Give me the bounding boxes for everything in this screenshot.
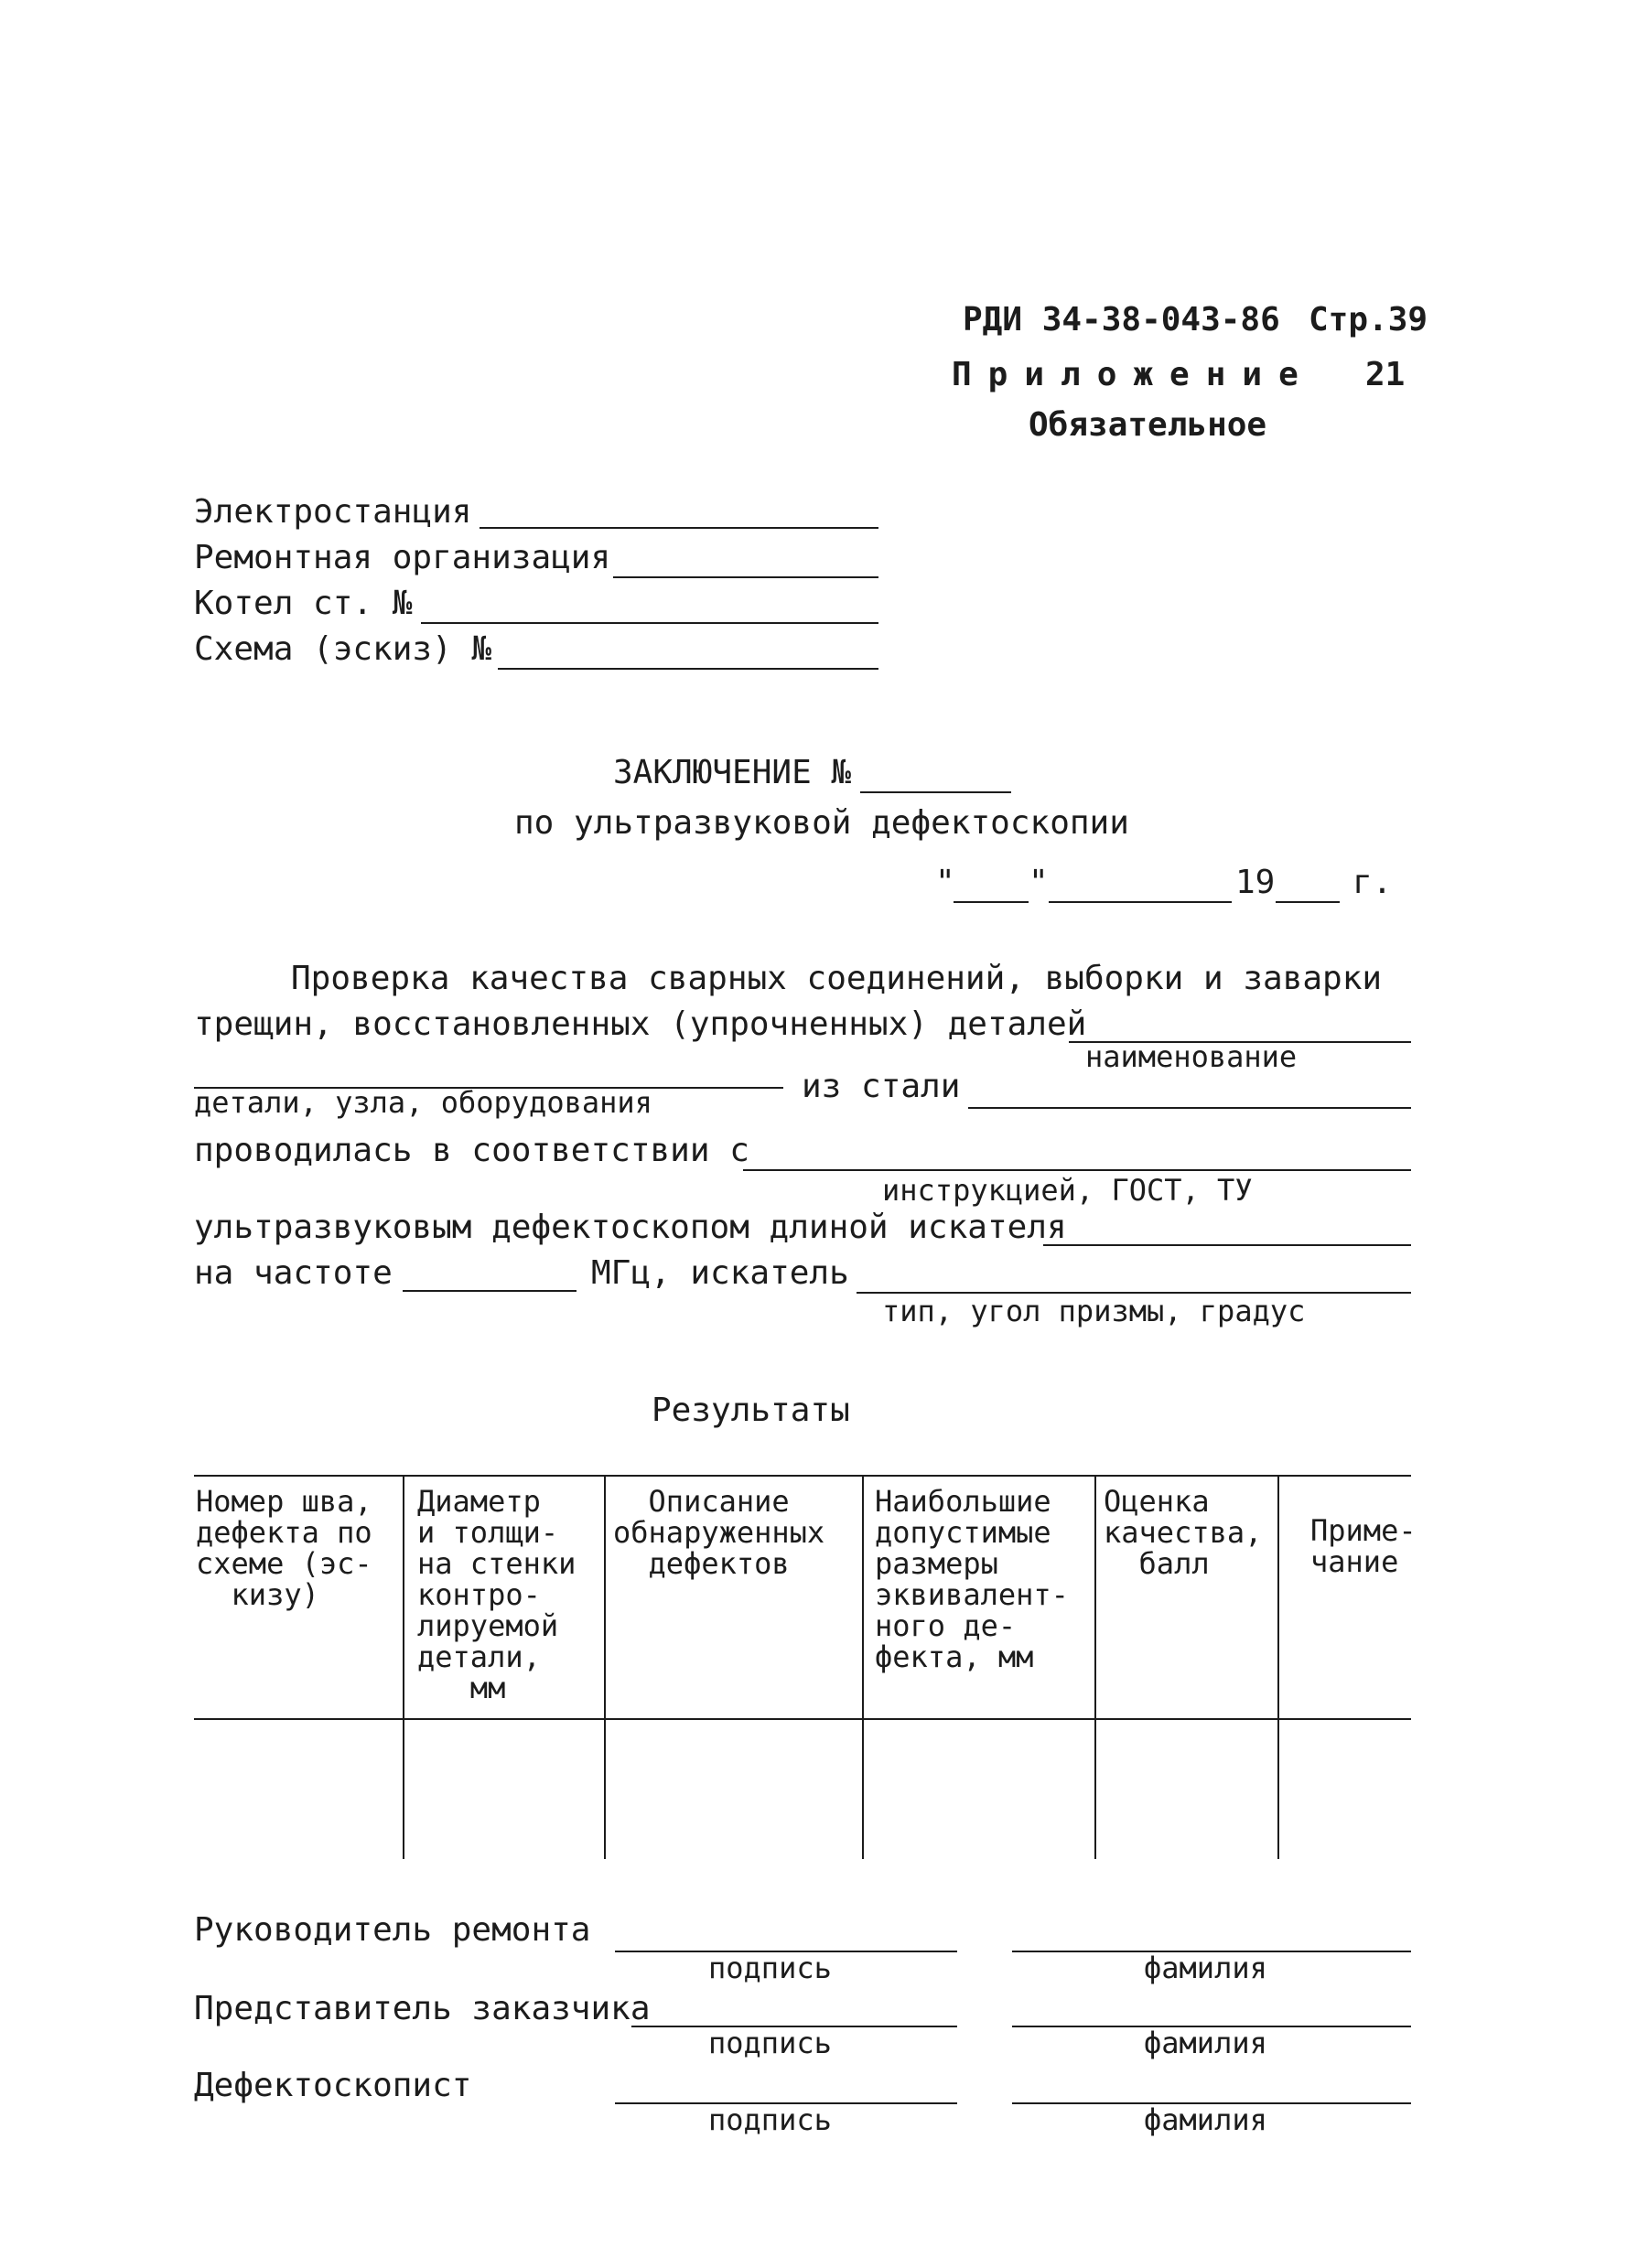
signature-role-3: Дефектоскопист: [194, 2067, 472, 2104]
table-col-divider-1: [403, 1475, 404, 1859]
table-col-divider-5: [1277, 1475, 1279, 1859]
date-year-suffix: г.: [1352, 864, 1393, 901]
table-header-max-size: Наибольшие допустимые размеры эквивалент- ного де- фекта, мм: [875, 1484, 1069, 1674]
signature-sign-caption-1: подпись: [708, 1951, 832, 1985]
part-detail-caption: детали, узла, оборудования: [194, 1085, 652, 1120]
conclusion-subtitle: по ультразвуковой дефектоскопии: [514, 804, 1129, 842]
signature-sign-caption-2: подпись: [708, 2026, 832, 2060]
table-header-description: Описание обнаруженных дефектов: [613, 1484, 825, 1581]
steel-field[interactable]: [968, 1107, 1411, 1109]
repair-org-label: Ремонтная организация: [194, 539, 611, 576]
body-line-1: Проверка качества сварных соединений, выборки и заварки: [291, 960, 1383, 997]
appendix-status: Обязательное: [1029, 406, 1267, 444]
steel-label: из стали: [802, 1068, 961, 1105]
scheme-field[interactable]: [498, 668, 878, 670]
appendix-number: 21: [1365, 356, 1406, 393]
frequency-label: на частоте: [194, 1254, 393, 1292]
frequency-field[interactable]: [403, 1290, 577, 1292]
page-number: Стр.39: [1309, 301, 1428, 339]
body-line-2: трещин, восстановленных (упрочненных) деталей: [194, 1005, 1087, 1043]
date-year-prefix: 19: [1235, 864, 1276, 901]
power-station-label: Электростанция: [194, 493, 472, 531]
boiler-label: Котел ст. №: [194, 585, 413, 622]
signature-role-2: Представитель заказчика: [194, 1990, 651, 2027]
probe-label: МГц, искатель: [591, 1254, 849, 1292]
body-line-5: ультразвуковым дефектоскопом длиной искателя: [194, 1209, 1067, 1246]
table-header-rating: Оценка качества, балл: [1104, 1484, 1263, 1581]
instruction-field[interactable]: [743, 1169, 1411, 1171]
table-header-note: Приме- чание: [1310, 1513, 1417, 1579]
date-month-field[interactable]: [1049, 901, 1232, 903]
scheme-label: Схема (эскиз) №: [194, 630, 492, 668]
conclusion-title: ЗАКЛЮЧЕНИЕ №: [613, 754, 852, 791]
part-name-caption: наименование: [1085, 1039, 1298, 1074]
power-station-field[interactable]: [480, 527, 878, 529]
table-col-divider-2: [604, 1475, 606, 1859]
doc-reference: РДИ 34-38-043-86: [963, 301, 1280, 339]
date-year-field[interactable]: [1276, 901, 1340, 903]
date-quote-close: ": [1029, 864, 1049, 901]
instruction-caption: инструкцией, ГОСТ, ТУ: [882, 1173, 1253, 1208]
results-title: Результаты: [652, 1392, 850, 1429]
signature-name-caption-2: фамилия: [1144, 2026, 1267, 2060]
body-line-4: проводилась в соответствии с: [194, 1132, 749, 1169]
table-header-seam-number: Номер шва, дефекта по схеме (эс- кизу): [196, 1484, 372, 1612]
signature-name-caption-1: фамилия: [1144, 1951, 1267, 1985]
signature-name-caption-3: фамилия: [1144, 2102, 1267, 2137]
table-col-divider-3: [862, 1475, 864, 1859]
date-quote-open: ": [935, 864, 955, 901]
table-col-divider-4: [1094, 1475, 1096, 1859]
boiler-field[interactable]: [421, 622, 878, 624]
probe-length-field[interactable]: [1043, 1244, 1411, 1246]
table-top-border: [194, 1475, 1411, 1477]
signature-role-1: Руководитель ремонта: [194, 1911, 591, 1949]
conclusion-number-field[interactable]: [860, 791, 1011, 793]
probe-type-caption: тип, угол призмы, градус: [882, 1294, 1306, 1328]
signature-sign-caption-3: подпись: [708, 2102, 832, 2137]
table-header-border: [194, 1718, 1411, 1720]
table-header-diameter: Диаметр и толщи- на стенки контро- лируемой детали, мм: [417, 1484, 577, 1705]
repair-org-field[interactable]: [613, 576, 878, 578]
appendix-label: Приложение: [952, 356, 1315, 393]
date-day-field[interactable]: [954, 901, 1029, 903]
